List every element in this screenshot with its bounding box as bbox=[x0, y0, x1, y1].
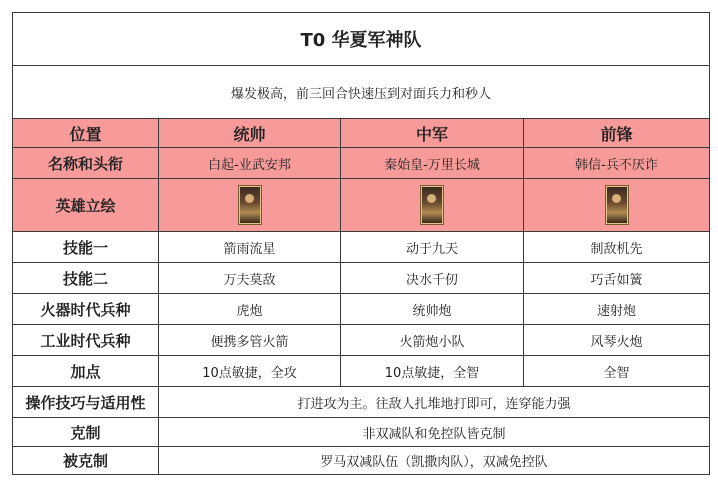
tips-value: 打进攻为主。往敌人扎堆地打即可，连穿能力强 bbox=[159, 387, 710, 418]
skill2-label: 技能二 bbox=[13, 263, 159, 294]
portrait-cell-center bbox=[341, 179, 524, 232]
industrial-unit-commander: 便携多管火箭 bbox=[159, 325, 341, 356]
team-title: T0 华夏军神队 bbox=[13, 13, 710, 66]
countered-value: 罗马双减队伍（凯撒肉队），双减免控队 bbox=[159, 447, 710, 475]
position-vanguard: 前锋 bbox=[524, 119, 710, 148]
points-center: 10点敏捷，全智 bbox=[341, 356, 524, 387]
hero-portrait-icon bbox=[605, 185, 629, 225]
team-guide-table bbox=[12, 12, 710, 475]
industrial-unit-vanguard: 风琴火炮 bbox=[524, 325, 710, 356]
portrait-cell-vanguard bbox=[524, 179, 710, 232]
firearm-unit-center: 统帅炮 bbox=[341, 294, 524, 325]
industrial-unit-center: 火箭炮小队 bbox=[341, 325, 524, 356]
firearm-unit-vanguard: 速射炮 bbox=[524, 294, 710, 325]
skill2-center: 决水千仞 bbox=[341, 263, 524, 294]
hero-name-commander: 白起-业武安邦 bbox=[159, 148, 341, 179]
industrial-unit-label: 工业时代兵种 bbox=[13, 325, 159, 356]
points-label: 加点 bbox=[13, 356, 159, 387]
skill1-label: 技能一 bbox=[13, 232, 159, 263]
countered-label: 被克制 bbox=[13, 447, 159, 475]
skill2-commander: 万夫莫敌 bbox=[159, 263, 341, 294]
hero-portrait-icon bbox=[420, 185, 444, 225]
points-vanguard: 全智 bbox=[524, 356, 710, 387]
position-label: 位置 bbox=[13, 119, 159, 148]
position-commander: 统帅 bbox=[159, 119, 341, 148]
hero-portrait-icon bbox=[238, 185, 262, 225]
counters-label: 克制 bbox=[13, 418, 159, 447]
firearm-unit-commander: 虎炮 bbox=[159, 294, 341, 325]
counters-value: 非双减队和免控队皆克制 bbox=[159, 418, 710, 447]
tips-label: 操作技巧与适用性 bbox=[13, 387, 159, 418]
firearm-unit-label: 火器时代兵种 bbox=[13, 294, 159, 325]
position-center: 中军 bbox=[341, 119, 524, 148]
skill1-commander: 箭雨流星 bbox=[159, 232, 341, 263]
team-description: 爆发极高，前三回合快速压到对面兵力和秒人 bbox=[13, 66, 710, 119]
hero-name-center: 秦始皇-万里长城 bbox=[341, 148, 524, 179]
hero-name-vanguard: 韩信-兵不厌诈 bbox=[524, 148, 710, 179]
points-commander: 10点敏捷，全攻 bbox=[159, 356, 341, 387]
skill1-vanguard: 制敌机先 bbox=[524, 232, 710, 263]
skill1-center: 动于九天 bbox=[341, 232, 524, 263]
portrait-label: 英雄立绘 bbox=[13, 179, 159, 232]
portrait-cell-commander bbox=[159, 179, 341, 232]
skill2-vanguard: 巧舌如簧 bbox=[524, 263, 710, 294]
name-title-label: 名称和头衔 bbox=[13, 148, 159, 179]
